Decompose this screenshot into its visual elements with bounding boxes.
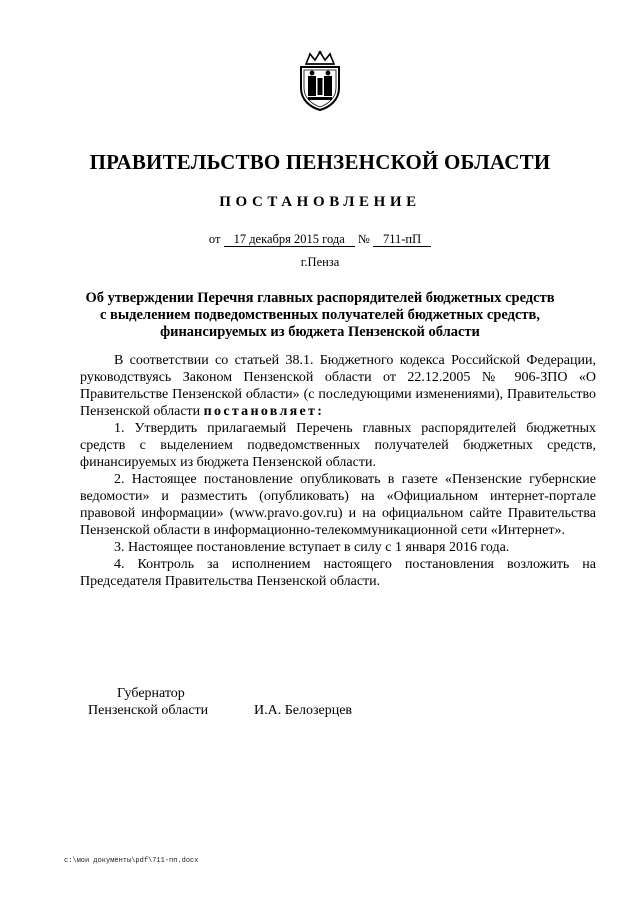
document-date: 17 декабря 2015 года: [224, 232, 355, 247]
coat-of-arms-icon: [294, 50, 346, 112]
date-number-line: [0, 232, 640, 247]
paragraph-3: 3. Настоящее постановление вступает в силу с 1 января 2016 года.: [114, 540, 510, 555]
intro-text: В соответствии со статьей 38.1. Бюджетного кодекса Российской Федерации, руководствуясь Законом Пензенской области от 22.12.2005 № 906-ЗПО «О Правительстве Пензенской области» (с последующими изменениями), Правительство Пензенской области: [80, 353, 596, 419]
paragraph-1: 1. Утвердить прилагаемый Перечень главных распорядителей бюджетных средств с выделением подведомственных получателей бюджетных средств, финансируемых из бюджета Пензенской области.: [80, 421, 596, 470]
document-body: [80, 352, 596, 590]
file-path-footer: c:\мои документы\pdf\711-пп.docx: [64, 857, 199, 865]
heading-line-1: Об утверждении Перечня главных распорядителей бюджетных средств: [85, 290, 555, 306]
document-type: ПОСТАНОВЛЕНИЕ: [219, 194, 421, 210]
document-number: 711-пП: [373, 232, 431, 247]
resolves-word: постановляет:: [203, 404, 325, 419]
signature-region: Пензенской области: [88, 703, 209, 718]
paragraph-2: 2. Настоящее постановление опубликовать в газете «Пензенские губернские ведомости» и разместить (опубликовать) на «Официальном интернет-портале правовой информации» (www.pravo.gov.ru) и на официальном сайте Правительства Пензенской области в информационно-телекоммуникационной сети «Интернет».: [80, 472, 596, 538]
date-prefix: от: [208, 232, 221, 246]
signature-name: И.А. Белозерцев: [254, 703, 353, 718]
intro-paragraph: [80, 352, 596, 420]
heading-line-3: финансируемых из бюджета Пензенской области: [160, 324, 480, 340]
government-title: ПРАВИТЕЛЬСТВО ПЕНЗЕНСКОЙ ОБЛАСТИ: [89, 150, 551, 174]
signature-title: Губернатор: [117, 686, 185, 701]
city: г.Пенза: [300, 255, 340, 269]
number-prefix: №: [357, 232, 370, 246]
heading-line-2: с выделением подведомственных получателей бюджетных средств,: [99, 307, 541, 323]
paragraph-4: 4. Контроль за исполнением настоящего постановления возложить на Председателя Правительства Пензенской области.: [80, 557, 596, 589]
document-heading: [80, 290, 560, 341]
